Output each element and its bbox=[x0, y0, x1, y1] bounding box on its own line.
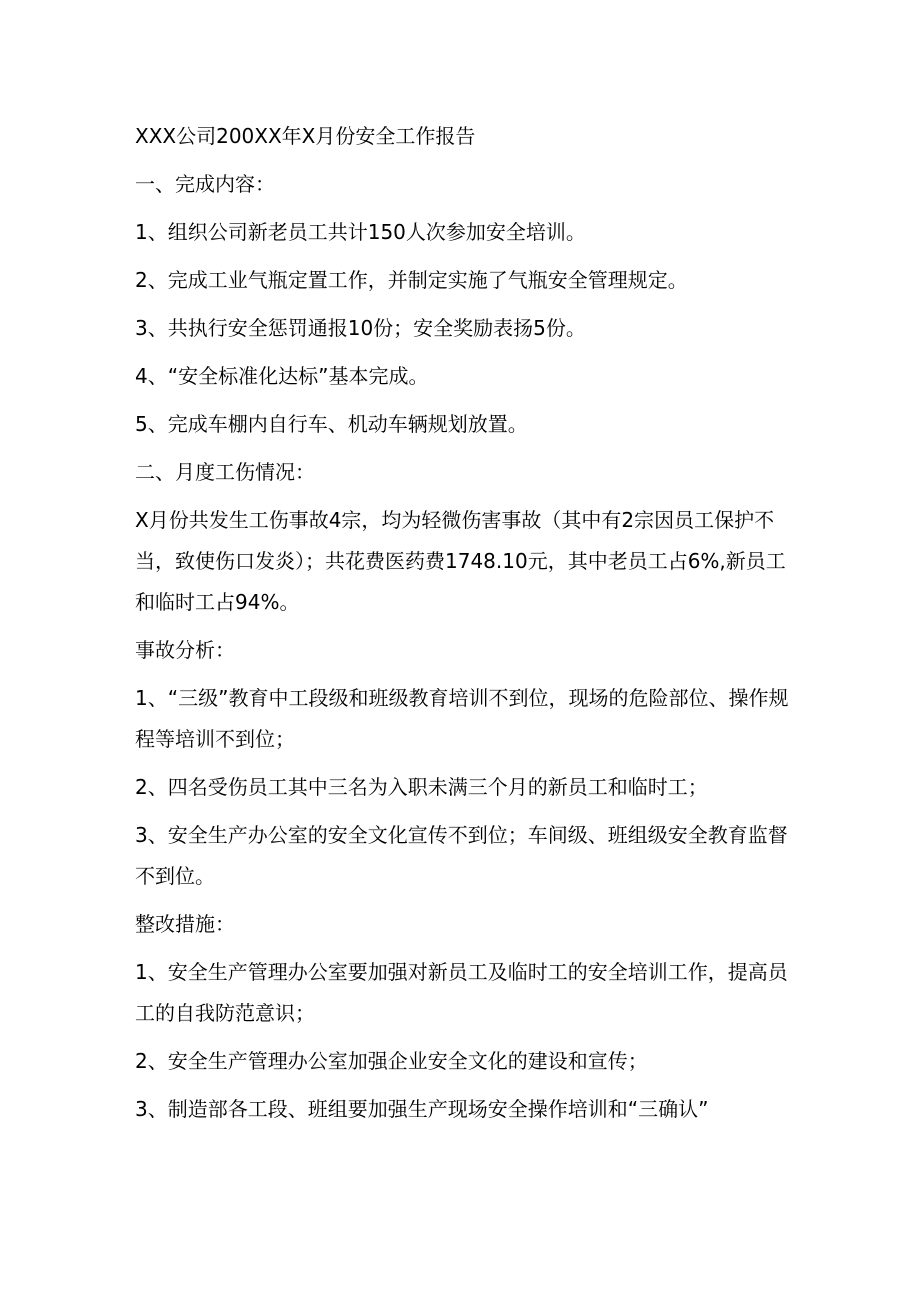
completed-item: 3、共执行安全惩罚通报10份；安全奖励表扬5份。 bbox=[135, 316, 586, 340]
section-heading-measures: 整改措施： bbox=[135, 912, 235, 936]
analysis-item: 3、安全生产办公室的安全文化宣传不到位；车间级、班组级安全教育监督不到位。 bbox=[135, 823, 788, 888]
section-heading-analysis: 事故分析： bbox=[135, 638, 235, 662]
completed-item: 2、完成工业气瓶定置工作，并制定实施了气瓶安全管理规定。 bbox=[135, 268, 688, 292]
injury-summary: X月份共发生工伤事故4宗，均为轻微伤害事故（其中有2宗因员工保护不当，致使伤口发炎）；共花费医药费1748.10元，其中老员工占6%,新员工和临时工占94%。 bbox=[135, 508, 786, 614]
measure-item: 3、制造部各工段、班组要加强生产现场安全操作培训和“三确认” bbox=[135, 1097, 709, 1121]
document-body bbox=[135, 116, 790, 1137]
section-heading-completed: 一、完成内容： bbox=[135, 172, 275, 196]
measure-item: 2、安全生产管理办公室加强企业安全文化的建设和宣传； bbox=[135, 1049, 648, 1073]
completed-item: 5、完成车棚内自行车、机动车辆规划放置。 bbox=[135, 412, 528, 436]
section-heading-injuries: 二、月度工伤情况： bbox=[135, 460, 315, 484]
measure-item: 1、安全生产管理办公室要加强对新员工及临时工的安全培训工作，提高员工的自我防范意识； bbox=[135, 960, 788, 1025]
report-title: XXX公司200XX年X月份安全工作报告 bbox=[135, 124, 476, 148]
analysis-item: 2、四名受伤员工其中三名为入职未满三个月的新员工和临时工； bbox=[135, 775, 708, 799]
analysis-item: 1、“三级”教育中工段级和班级教育培训不到位，现场的危险部位、操作规程等培训不到位； bbox=[135, 686, 789, 751]
completed-item: 1、组织公司新老员工共计150人次参加安全培训。 bbox=[135, 220, 586, 244]
completed-item: 4、“安全标准化达标”基本完成。 bbox=[135, 364, 429, 388]
